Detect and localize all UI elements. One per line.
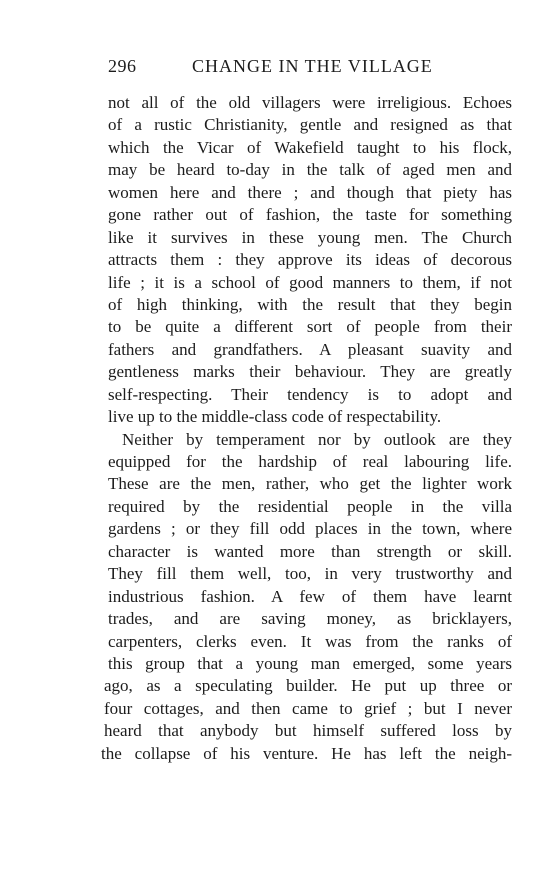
text-line: not all of the old villagers were irreligious. Echoes	[108, 93, 512, 112]
text-line: fathers and grandfathers. A pleasant suavity and	[108, 339, 512, 359]
text-line: four cottages, and then came to grief ; but I never	[104, 698, 512, 718]
text-line: of a rustic Christianity, gentle and resigned as that	[108, 115, 512, 135]
text-line: gone rather out of fashion, the taste for something	[108, 205, 512, 225]
text-line: life ; it is a school of good manners to them, if not	[108, 272, 512, 292]
text-line: like it survives in these young men. The Church	[108, 227, 512, 247]
text-line: These are the men, rather, who get the lighter work	[108, 474, 512, 494]
text-line: industrious fashion. A few of them have learnt	[108, 586, 512, 606]
text-line: heard that anybody but himself suffered loss by	[104, 721, 512, 741]
text-line: self-respecting. Their tendency is to adopt and	[108, 384, 512, 404]
running-title: CHANGE IN THE VILLAGE	[192, 56, 433, 76]
text-line: attracts them : they approve its ideas of decorous	[108, 250, 512, 270]
paragraph-first-line: Neither by temperament nor by outlook are they	[122, 429, 512, 449]
text-line: to be quite a different sort of people from their	[108, 317, 512, 337]
text-line: gentleness marks their behaviour. They are greatly	[108, 362, 512, 382]
text-line: required by the residential people in the villa	[108, 496, 512, 516]
body-text	[101, 92, 512, 765]
text-line: live up to the middle-class code of respectability.	[108, 407, 442, 427]
text-line: women here and there ; and though that piety has	[108, 182, 512, 202]
text-line: this group that a young man emerged, some years	[108, 653, 512, 673]
text-line: of high thinking, with the result that they begin	[108, 294, 512, 314]
text-line: which the Vicar of Wakefield taught to his flock,	[108, 137, 512, 157]
page-number: 296	[108, 56, 137, 76]
text-line: carpenters, clerks even. It was from the ranks of	[108, 631, 512, 651]
page-header	[108, 56, 528, 82]
text-line: They fill them well, too, in very trustworthy and	[108, 564, 512, 584]
text-line: trades, and are saving money, as bricklayers,	[108, 609, 512, 629]
text-line: character is wanted more than strength or skill.	[108, 541, 512, 561]
text-line: ago, as a speculating builder. He put up three or	[104, 676, 512, 696]
text-line: may be heard to-day in the talk of aged men and	[108, 160, 512, 180]
text-line: equipped for the hardship of real labouring life.	[108, 452, 512, 471]
text-line: gardens ; or they fill odd places in the town, where	[108, 519, 512, 539]
text-line: the collapse of his venture. He has left the neigh-	[101, 743, 512, 763]
